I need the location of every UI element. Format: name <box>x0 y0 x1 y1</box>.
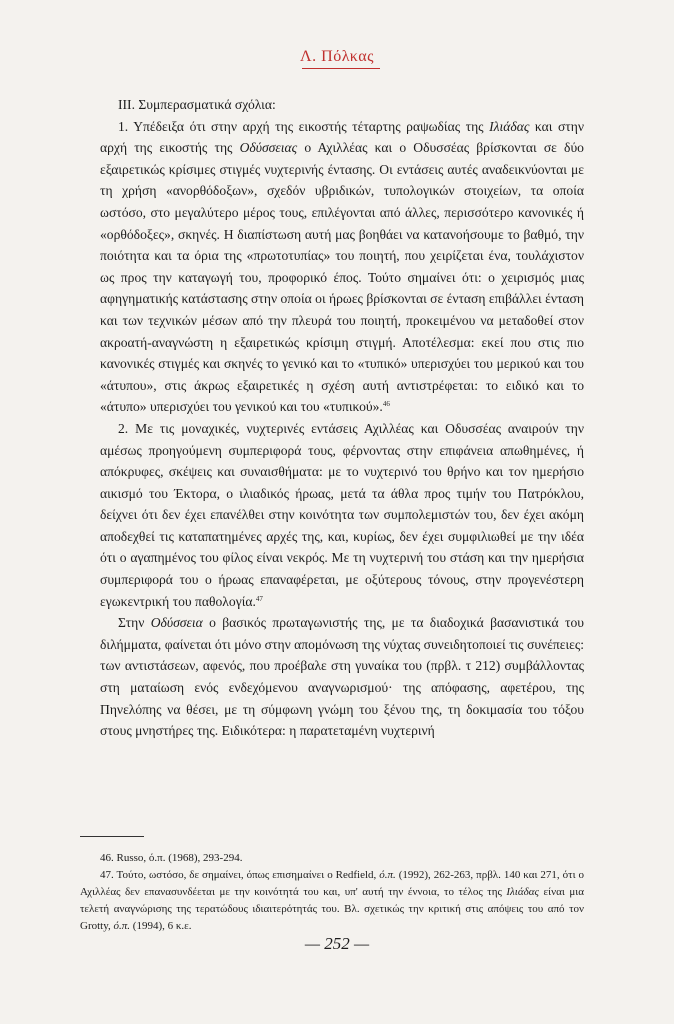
footnote-47-text: 47. Τούτο, ωστόσο, δε σημαίνει, όπως επισημαίνει ο Redfield, <box>100 869 380 881</box>
paragraph-1-text: και στην αρχή της εικοστής της <box>100 118 584 156</box>
footnote-separator <box>80 836 144 837</box>
footnote-47-text: ό.π. <box>379 869 396 881</box>
title-odyssey: Οδύσσεια <box>150 615 203 631</box>
footnote-46: 46. Russo, ό.π. (1968), 293-294. <box>100 852 243 864</box>
footnote-ref-47[interactable]: 47 <box>255 594 263 603</box>
paragraph-1-text: ο Αχιλλέας και ο Οδυσσέας βρίσκονται σε δύο εξαιρετικώς κρίσιμες στιγμές νυχτερινής έντασης. Οι εντάσεις αυτές αναδεικνύονται με τη χρήση «ανορθόδοξων», σχεδόν υβριδικών, τυπολογικών στοιχείων, τα οποία ωστόσο, στο μεγαλύτερο μέρος τους, επιλέγονται από άλλες, περισσότερο κανονικές ή «ορθόδοξες», σκηνές. Η διαπίστωση αυτή μας βοηθάει να κατανοήσουμε το βαθμό, την ποιότητα και τα όρια της «πρωτοτυπίας» του ποιητή, που χειρίζεται ένα, τουλάχιστον ως προς την καταγωγή του, προφορικό έπος. Τούτο σημαίνει ότι: ο χειρισμός μιας αφηγηματικής κατάστασης στην οποία οι ήρωες βρίσκονται σε ένταση επιβάλλει ένταση και των τεχνικών μέσων από την πλευρά του ποιητή, προκειμένου να μεταδοθεί στον ακροατή-αναγνώστη η εξαιρετικώς κρίσιμη στιγμή. Αποτέλεσμα: εκεί που στις πιο κανονικές στιγμές και σκηνές το γενικό και το «τυπικό» υπερισχύει του μερικού και του «άτυπου», στις άκρως εξαιρετικές η σχέση αυτή αντιστρέφεται: το ειδικό και το «άτυπο» υπερισχύει του γενικού και του «τυπικού». <box>100 140 584 415</box>
footnote-47 <box>80 867 584 935</box>
section-heading: III. Συμπερασματικά σχόλια: <box>118 97 276 112</box>
title-odyssey: Οδύσσειας <box>239 140 298 156</box>
footnote-47-text: ό.π. <box>113 920 131 932</box>
paragraph-1 <box>100 116 584 418</box>
footnote-ref-46[interactable]: 46 <box>382 400 390 409</box>
title-iliad: Ιλιάδας <box>506 886 539 898</box>
paragraph-3-text: Στην <box>118 615 151 631</box>
paragraph-1-text: 1. Υπέδειξα ότι στην αρχή της εικοστής τέταρτης ραψωδίας της <box>118 118 490 134</box>
paragraph-2 <box>100 418 584 612</box>
paragraph-3-text: ο βασικός πρωταγωνιστής της, με τα διαδοχικά βασανιστικά του διλήμματα, φαίνεται ότι μόνο στην απομόνωση της νύχτας συνειδητοποιεί τις συνέπειες: των αντιστάσεων, αφενός, που προέβαλε στη γυναίκα του (πρβλ. τ 212) συμβάλλοντας στη ματαίωση ενός ενδεχόμενου αναγνωρισμού· της απόφασης, αφετέρου, της Πηνελόπης να θέσει, με τη σύμφωνη γνώμη του ξένου της, τη δοκιμασία του τόξου στους μνηστήρες της. Ειδικότερα: η παρατεταμένη νυχτερινή <box>100 615 584 739</box>
header-underline <box>302 68 380 69</box>
footnotes <box>80 850 584 935</box>
page-number: — 252 — <box>304 934 370 953</box>
running-header: Λ. Πόλκας <box>300 48 374 65</box>
footnote-47-text: (1992), 262-263, πρβλ. 140 και 271, ότι ο Αχιλλέας δεν επανασυνδέεται με την κοινότητά του και, υπ' αυτή την έννοια, το τέλος της <box>80 869 584 898</box>
paragraph-3 <box>100 612 584 742</box>
footnote-47-text: (1994), 6 κ.ε. <box>130 920 192 932</box>
footnote-47-text: είναι μια τελετή αναγνώρισης της τερατώδους ιδιαιτερότητάς του. Βλ. σχετικώς την κριτική στις απόψεις του από τον Grotty, <box>80 886 584 932</box>
paragraph-2-text: 2. Με τις μοναχικές, νυχτερινές εντάσεις Αχιλλέας και Οδυσσέας αναιρούν την αμέσως προηγούμενη συμπεριφορά τους, φέρνοντας στην επιφάνεια απωθημένες, ή απόκρυφες, σκέψεις και συναισθήματα: με το νυχτερινό του θρήνο και τον ημερήσιο αικισμό του Έκτορα, ο ιλιαδικός ήρωας, μετά τα άθλα προς τιμήν του Πατρόκλου, δείχνει ότι δεν έχει επανέλθει στην κοινότητα των συμπολεμιστών του, δεν έχει ακόμη αποδεχθεί τις καταπατημένες αρχές της, και, κυρίως, δεν έχει συμφιλιωθεί με την ιδέα ότι ο αγαπημένος του φίλος είναι νεκρός. Με τη νυχτερινή του στάση και την ημερήσια συμπεριφορά του ο ήρωας επαναφέρεται, με οξύτερους τόνους, στην προγενέστερη εγωκεντρική του παθολογία. <box>100 420 584 609</box>
title-iliad: Ιλιάδας <box>489 118 530 134</box>
main-text <box>100 94 584 742</box>
